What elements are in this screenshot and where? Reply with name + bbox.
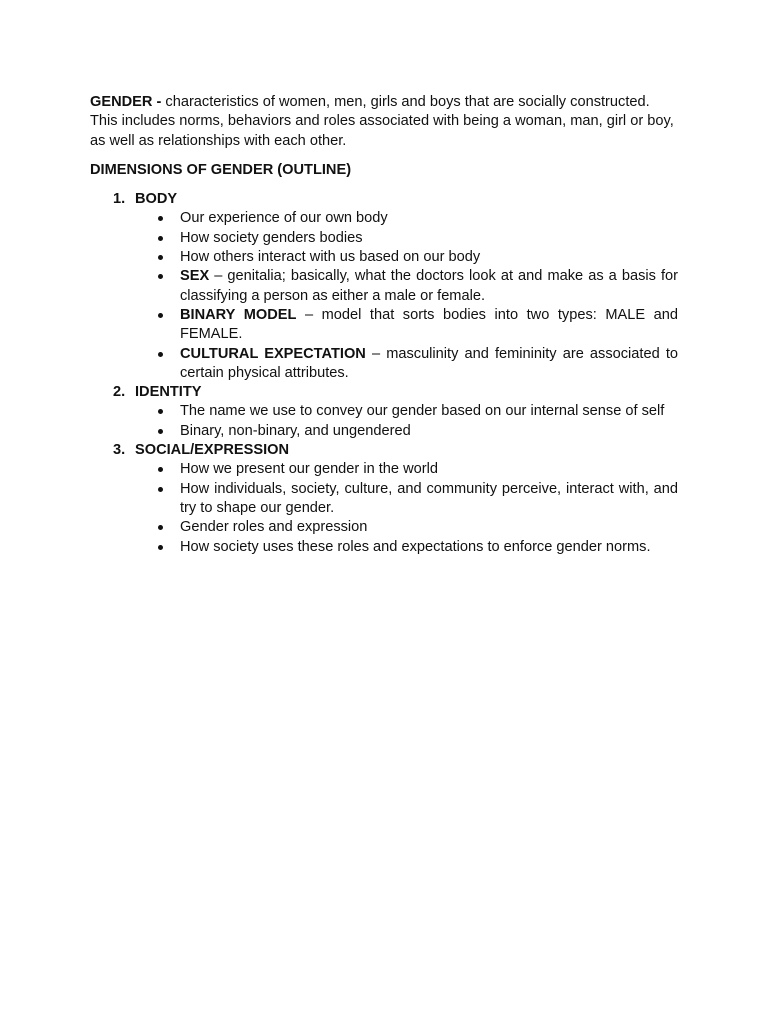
section-heading: [90, 190, 678, 209]
list-item: [90, 402, 678, 421]
bullet-icon: [90, 480, 180, 499]
bullet-icon: [90, 345, 180, 364]
definition-text: characteristics of women, men, girls and boys that are socially constructed. This includes norms, behaviors and roles associated with being a woman, man, girl or boy, as well as relationships with each other.: [90, 94, 674, 149]
item-text: Gender roles and expression: [180, 519, 368, 536]
section-title: IDENTITY: [135, 384, 202, 401]
item-text: Binary, non-binary, and ungendered: [180, 422, 411, 439]
item-term: SEX: [180, 268, 210, 285]
list-item: [90, 345, 678, 384]
section-number: 1.: [113, 191, 126, 208]
item-text: – model that sorts bodies into two types: MALE and FEMALE.: [180, 306, 678, 343]
definition-term: GENDER -: [90, 94, 162, 110]
dimensions-list: [90, 190, 678, 557]
document-body: [90, 93, 678, 557]
bullet-icon: [90, 422, 180, 441]
bullet-list: [90, 209, 678, 383]
list-item: [90, 538, 678, 557]
outline-heading: DIMENSIONS OF GENDER (OUTLINE): [90, 161, 352, 178]
list-item: [90, 518, 678, 537]
section-number: 3.: [113, 442, 126, 459]
section-heading: [90, 383, 678, 402]
bullet-icon: [90, 518, 180, 537]
item-term: BINARY MODEL: [180, 306, 297, 323]
list-item: [90, 480, 678, 519]
list-item: [90, 229, 678, 248]
section-title: BODY: [135, 191, 178, 208]
bullet-icon: [90, 229, 180, 248]
bullet-icon: [90, 267, 180, 286]
section-heading: [90, 441, 678, 460]
list-item: [90, 209, 678, 228]
item-text: Our experience of our own body: [180, 210, 388, 227]
bullet-icon: [90, 538, 180, 557]
bullet-list: [90, 402, 678, 441]
item-text: The name we use to convey our gender based on our internal sense of self: [180, 403, 665, 420]
bullet-list: [90, 460, 678, 556]
item-text: – genitalia; basically, what the doctors look at and make as a basis for classifying a person as either a male or female.: [180, 268, 678, 304]
item-text: – masculinity and femininity are associated to certain physical attributes.: [180, 345, 678, 381]
bullet-icon: [90, 402, 180, 421]
list-item: [90, 306, 678, 345]
item-text: How society genders bodies: [180, 229, 363, 246]
list-item: [90, 422, 678, 441]
bullet-icon: [90, 209, 180, 228]
definition-paragraph: [90, 93, 678, 151]
section-identity: [90, 383, 678, 441]
bullet-icon: [90, 306, 180, 325]
list-item: [90, 460, 678, 479]
item-text: How individuals, society, culture, and community perceive, interact with, and try to shape our gender.: [180, 480, 678, 516]
list-item: [90, 248, 678, 267]
section-social-expression: [90, 441, 678, 557]
bullet-icon: [90, 460, 180, 479]
bullet-icon: [90, 248, 180, 267]
item-term: CULTURAL EXPECTATION: [180, 345, 366, 362]
item-text: How others interact with us based on our body: [180, 249, 481, 266]
section-body: [90, 190, 678, 383]
item-text: How we present our gender in the world: [180, 461, 438, 478]
section-title: SOCIAL/EXPRESSION: [135, 442, 290, 459]
item-text: How society uses these roles and expectations to enforce gender norms.: [180, 538, 651, 555]
section-number: 2.: [113, 384, 126, 401]
list-item: [90, 267, 678, 306]
